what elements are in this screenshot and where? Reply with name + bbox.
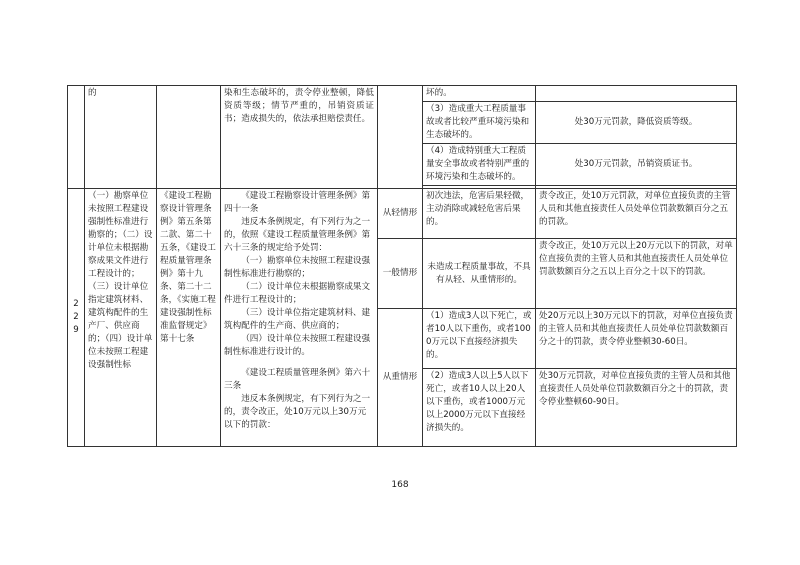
circumstance-cell: （4）造成特别重大工程质量安全事故或者特别严重的环境污染和生态破坏的。	[423, 144, 536, 186]
level-general: 一般情形	[378, 239, 423, 309]
number-cell	[68, 86, 85, 189]
matter-cell: （一）勘察单位未按照工程建设强制性标准进行勘察的；（二）设计单位未根据勘察成果文件进行工程设计的；（三）设计单位指定建筑材料、建筑构配件的生产厂、供应商的；（四）设计单位未按照工程建设强制性标	[85, 189, 157, 447]
circumstance-cell: （2）造成3人以上5人以下死亡，或者10人以上20人以下重伤，或者1000万元以上2000万元以下直接经济损失的。	[423, 369, 536, 447]
table-row	[68, 189, 737, 239]
basis-cell: 《建设工程勘察设计管理条例》第五条第二款、第二十五条，《建设工程质量管理条例》第十九条、第二十二条，《实施工程建设强制性标准监督规定》第十七条	[157, 189, 221, 447]
table-row	[68, 86, 737, 102]
clause-line: 《建设工程勘察设计管理条例》第四十一条	[224, 191, 371, 214]
circumstance-cell: （1）造成3人以下死亡，或者10人以下重伤，或者1000万元以下直接经济损失的。	[423, 309, 536, 369]
clause-line: （一）勘察单位未按照工程建设强制性标准进行勘察的；	[224, 256, 371, 279]
clause-line: （三）设计单位指定建筑材料、建筑构配件的生产商、供应商的；	[224, 308, 371, 331]
clause-line: 违反本条例规定，有下列行为之一的，依照《建设工程质量管理条例》第六十三条的规定给予处罚：	[224, 217, 371, 253]
penalty-cell: 责令改正，处10万元罚款，对单位直接负责的主管人员和其他直接责任人员处单位罚款数额百分之五的罚款。	[536, 189, 737, 239]
circumstance-cell: 未造成工程质量事故，不具有从轻、从重情形的。	[423, 239, 536, 309]
circumstance-cell: 坏的。	[423, 86, 536, 102]
clause-line: （二）设计单位未根据勘察成果文件进行工程设计的；	[224, 282, 371, 305]
clause-line: 违反本条例规定，有下列行为之一的，责令改正，处10万元以上30万元以下的罚款：	[224, 394, 371, 430]
circumstance-cell: （3）造成重大工程质量事故或者比较严重环境污染和生态破坏的。	[423, 102, 536, 144]
circumstance-cell: 初次违法，危害后果轻微，主动消除或减轻危害后果的。	[423, 189, 536, 239]
clause-cell	[221, 189, 378, 447]
penalty-standard-table	[67, 85, 737, 447]
level-cell	[378, 86, 423, 189]
matter-cell: 的	[85, 86, 157, 189]
penalty-cell: 责令改正，处10万元以上20万元以下的罚款，对单位直接负责的主管人员和其他直接责任人员处单位罚款数额百分之五以上百分之十以下的罚款。	[536, 239, 737, 309]
basis-cell	[157, 86, 221, 189]
penalty-cell: 处30万元罚款，吊销资质证书。	[536, 144, 737, 186]
penalty-cell: 处30万元罚款，对单位直接负责的主管人员和其他直接责任人员处单位罚款数额百分之十的罚款，责令停业整顿60-90日。	[536, 369, 737, 447]
clause-line: 《建设工程质量管理条例》第六十三条	[224, 368, 371, 391]
clause-line: （四）设计单位未按照工程建设强制性标准进行设计的。	[224, 334, 371, 357]
penalty-cell: 处20万元以上30万元以下的罚款，对单位直接负责的主管人员和其他直接责任人员处单位罚款数额百分之十的罚款，责令停业整顿30-60日。	[536, 309, 737, 369]
clause-cell: 染和生态破坏的，责令停业整顿，降低资质等级；情节严重的，吊销资质证书；造成损失的，依法承担赔偿责任。	[221, 86, 378, 189]
penalty-cell	[536, 86, 737, 102]
penalty-cell: 处30万元罚款，降低资质等级。	[536, 102, 737, 144]
level-heavy: 从重情形	[378, 309, 423, 447]
level-light: 从轻情形	[378, 189, 423, 239]
item-number: 229	[68, 189, 85, 447]
page-number: 168	[391, 480, 409, 490]
